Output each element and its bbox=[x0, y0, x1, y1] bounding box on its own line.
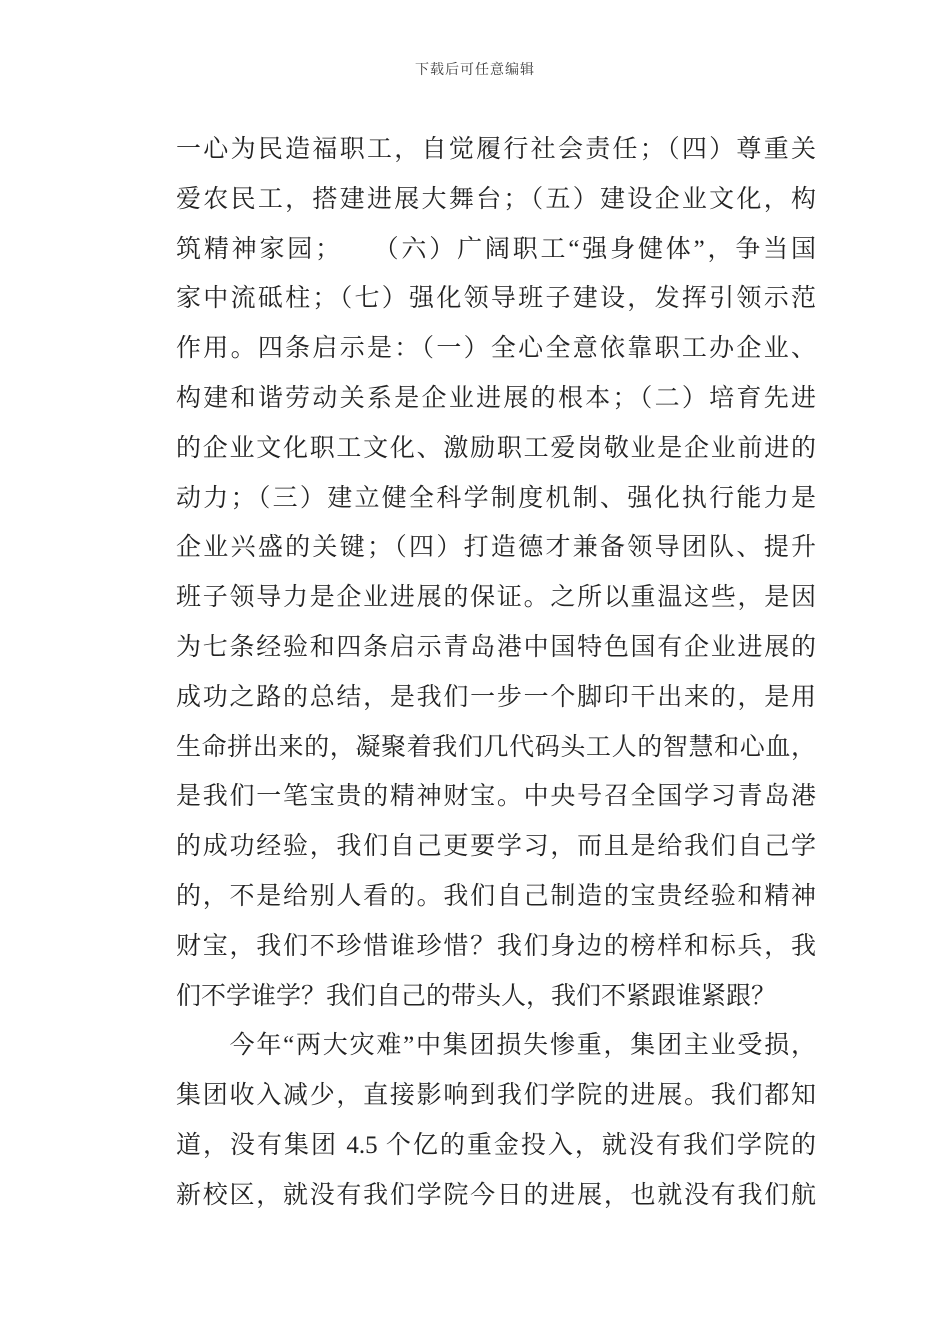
text-line: 一心为民造福职工，自觉履行社会责任；（四）尊重关 bbox=[176, 136, 816, 163]
text-line: 作用。四条启示是：（一）全心全意依靠职工办企业、 bbox=[176, 335, 816, 363]
text-line: 的，不是给别人看的。我们自己制造的宝贵经验和精神 bbox=[176, 882, 816, 910]
text-line: 财宝，我们不珍惜谁珍惜？我们身边的榜样和标兵，我 bbox=[176, 932, 816, 960]
text-line: 的企业文化职工文化、激励职工爱岗敬业是企业前进的 bbox=[176, 434, 816, 462]
text-line: 企业兴盛的关键；（四）打造德才兼备领导团队、提升 bbox=[176, 534, 816, 562]
text-line: 筑精神家园； （六）广阔职工“强身健体”，争当国 bbox=[176, 235, 816, 263]
text-line: 新校区，就没有我们学院今日的进展，也就没有我们航 bbox=[176, 1181, 816, 1209]
text-line: 是我们一笔宝贵的精神财宝。中央号召全国学习青岛港 bbox=[176, 783, 816, 811]
text-line: 构建和谐劳动关系是企业进展的根本；（二）培育先进 bbox=[176, 384, 816, 412]
text-line-paragraph-start: 今年“两大灾难”中集团损失惨重，集团主业受损， bbox=[176, 1032, 816, 1060]
text-line: 爱农民工，搭建进展大舞台；（五）建设企业文化，构 bbox=[176, 185, 816, 213]
text-line: 的成功经验，我们自己更要学习，而且是给我们自己学 bbox=[176, 833, 816, 861]
text-line: 生命拼出来的，凝聚着我们几代码头工人的智慧和心血， bbox=[176, 733, 816, 761]
text-line: 道，没有集团 4.5 个亿的重金投入，就没有我们学院的 bbox=[176, 1131, 816, 1159]
text-line: 为七条经验和四条启示青岛港中国特色国有企业进展的 bbox=[176, 633, 816, 661]
text-line: 成功之路的总结，是我们一步一个脚印干出来的，是用 bbox=[176, 683, 816, 711]
text-line: 动力；（三）建立健全科学制度机制、强化执行能力是 bbox=[176, 484, 816, 512]
text-line: 班子领导力是企业进展的保证。之所以重温这些，是因 bbox=[176, 584, 816, 612]
document-body bbox=[176, 125, 816, 1221]
text-line-paragraph-end: 们不学谁学？我们自己的带头人，我们不紧跟谁紧跟？ bbox=[176, 982, 777, 1010]
text-line: 家中流砥柱；（七）强化领导班子建设，发挥引领示范 bbox=[176, 285, 816, 313]
text-line: 集团收入减少，直接影响到我们学院的进展。我们都知 bbox=[176, 1082, 816, 1110]
page-header-note: 下载后可任意编辑 bbox=[415, 63, 535, 78]
